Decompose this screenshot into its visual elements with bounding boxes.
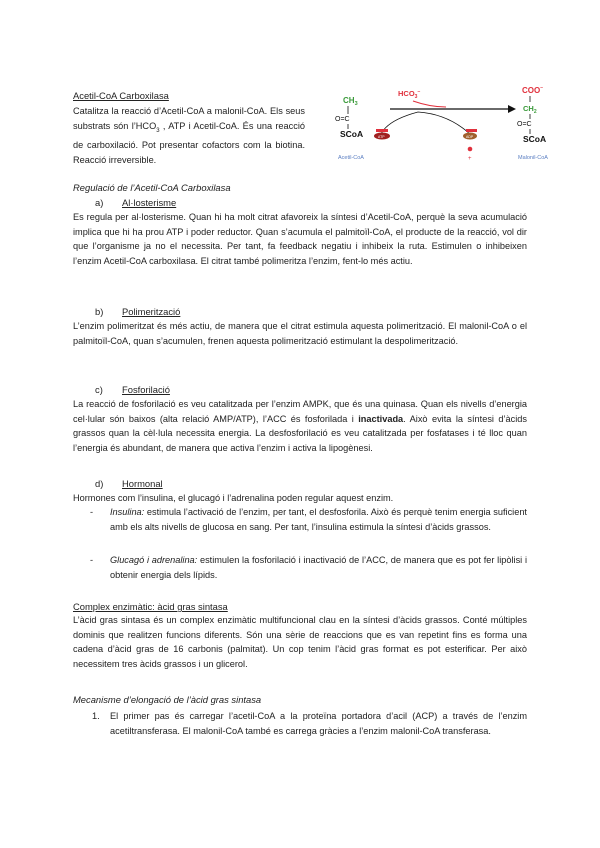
hco3-label: $HCO_3^-$ <box>398 89 421 100</box>
item-c-title: Fosforilació <box>122 384 170 395</box>
bullet-glucago-text: estimulen la fosforilació i inactivació de l’ACC, de manera que es pot fer lipòlisi i obtenir energia dels lípids. <box>110 555 527 580</box>
bullet-dash-1: - <box>90 507 94 517</box>
item-d-marker: d) <box>95 478 104 489</box>
item-b-body: L’enzim polimeritzat és més actiu, de manera que el citrat estimula aquesta polimerització. El malonil-CoA o el palmitoïl-CoA, quan s’acumulen, frenen aquesta polimerització estimulant la despolimerització. <box>73 321 527 346</box>
atp-label: ATP <box>378 135 385 139</box>
right-oc-text: O=C <box>517 121 532 128</box>
left-caption: Acetil-CoA <box>338 155 364 161</box>
bullet-dash-2: - <box>90 555 94 565</box>
right-ch-text: $CH_2$ <box>523 104 537 115</box>
atp-adp-curve <box>381 112 470 134</box>
right-caption: Malonil-CoA <box>518 155 548 161</box>
bullet-insulina-text: estimula l’activació de l’enzim, per tant, el desfosforila. Això és perquè tenim energia suficient amb els alts nivells de glucosa en sang. Per tant, l’insulina estimula la síntesi d’àcids grassos. <box>110 507 527 532</box>
acc-subscript: 3 <box>156 127 160 134</box>
item-c-text-1: La reacció de fosforilació es veu catalitzada per l’enzim AMPK, que és una quinasa. Quan els nivells d’energia cel·lular són baixos (alta relació AMP/ATP), l’ACC és fosforilada i <box>73 399 527 424</box>
phosphate-plus: + <box>468 156 472 162</box>
left-ch-text: $CH_3$ <box>343 96 358 107</box>
regulation-title: Regulació de l’Acetil-CoA Carboxilasa <box>73 182 231 193</box>
mechanism-title: Mecanisme d’elongació de l’àcid gras sintasa <box>73 694 262 705</box>
item-d-title: Hormonal <box>122 478 163 489</box>
atp-cap <box>376 129 388 132</box>
reaction-diagram <box>318 80 568 166</box>
complex-title: Complex enzimàtic: àcid gras sintasa <box>73 601 228 612</box>
item-a-title: Al·losterisme <box>122 197 177 208</box>
right-scoa-text: SCoA <box>523 134 547 144</box>
mechanism-item-1: El primer pas és carregar l’acetil-CoA a la proteïna portadora d’acil (ACP) a través de l’enzim acetiltransferasa. El malonil-CoA també es carrega gràcies a l’enzim malonil-CoA transferasa. <box>110 711 527 736</box>
adp-label: ADP <box>466 135 474 139</box>
section-title-acc: Acetil-CoA Carboxilasa <box>73 90 169 101</box>
item-b-marker: b) <box>95 306 104 317</box>
phosphate-dot <box>468 147 473 152</box>
item-a-body: Es regula per al·losterisme. Quan hi ha molt citrat afavoreix la síntesi d’Acetil-CoA, perquè la seva acumulació implica que hi ha prou ATP i poder reductor. Quan s’acumula el palmitoïl-CoA, el producte de la reacció, vol dir que l’organisme ja no el necessita. Per tant, fa feedback negatiu i inhibeix la ruta. Estimulen o inhibeixen l’enzim Acetil-CoA carboxilasa. El citrat també polimeritza l’enzim, fent-lo més actiu. <box>73 212 527 266</box>
item-c-bold: inactivada <box>358 413 404 424</box>
acc-paragraph <box>73 104 305 167</box>
acc-text-2: , ATP i Acetil-CoA. És una reacció de carboxilació. Pot presentar cofactors com la biotina. Reacció irreversible. <box>73 120 305 165</box>
mechanism-item-num: 1. <box>92 711 100 721</box>
right-coo-text: COO− <box>522 85 544 95</box>
item-c-body <box>73 397 527 455</box>
reaction-arrowhead <box>508 105 516 113</box>
bullet-glucago <box>110 553 527 582</box>
item-d-body: Hormones com l’insulina, el glucagó i l’adrenalina poden regular aquest enzim. <box>73 493 394 503</box>
hco3-curve <box>413 101 446 107</box>
bullet-insulina-term: Insulina: <box>110 507 145 517</box>
bullet-insulina <box>110 505 527 534</box>
bullet-glucago-term: Glucagó i adrenalina: <box>110 555 198 565</box>
left-oc-text: O=C <box>335 116 350 123</box>
item-a-marker: a) <box>95 197 104 208</box>
item-c-text-2: . Això evita la síntesi d’àcids grassos quan la cèl·lula necessita energia. La desfosforilació es veu catalitzada per fosfatases i té lloc quan l’energia és abundant, de manera que activa l’enzim i activa la lipogènesi. <box>73 413 527 453</box>
adp-cap <box>466 129 477 132</box>
complex-body: L’àcid gras sintasa és un complex enzimàtic multifuncional clau en la síntesi d’àcids grassos. Conté múltiples dominis que realitzen funcions diferents. Són una sèrie de reaccions que es van repetint fins es forma una cadena d’àcid gras de 16 carbonis (palmitat). Un cop tenim l’àcid gras format es pot esterificar. Per això necessitem tres àcids grassos i un glicerol. <box>73 615 527 669</box>
left-scoa-text: SCoA <box>340 129 364 139</box>
item-b-title: Polimerització <box>122 306 181 317</box>
acc-text-1: Catalitza la reacció d’Acetil-CoA a malonil-CoA. Els seus substrats són l’HCO <box>73 106 305 131</box>
item-c-marker: c) <box>95 384 103 395</box>
